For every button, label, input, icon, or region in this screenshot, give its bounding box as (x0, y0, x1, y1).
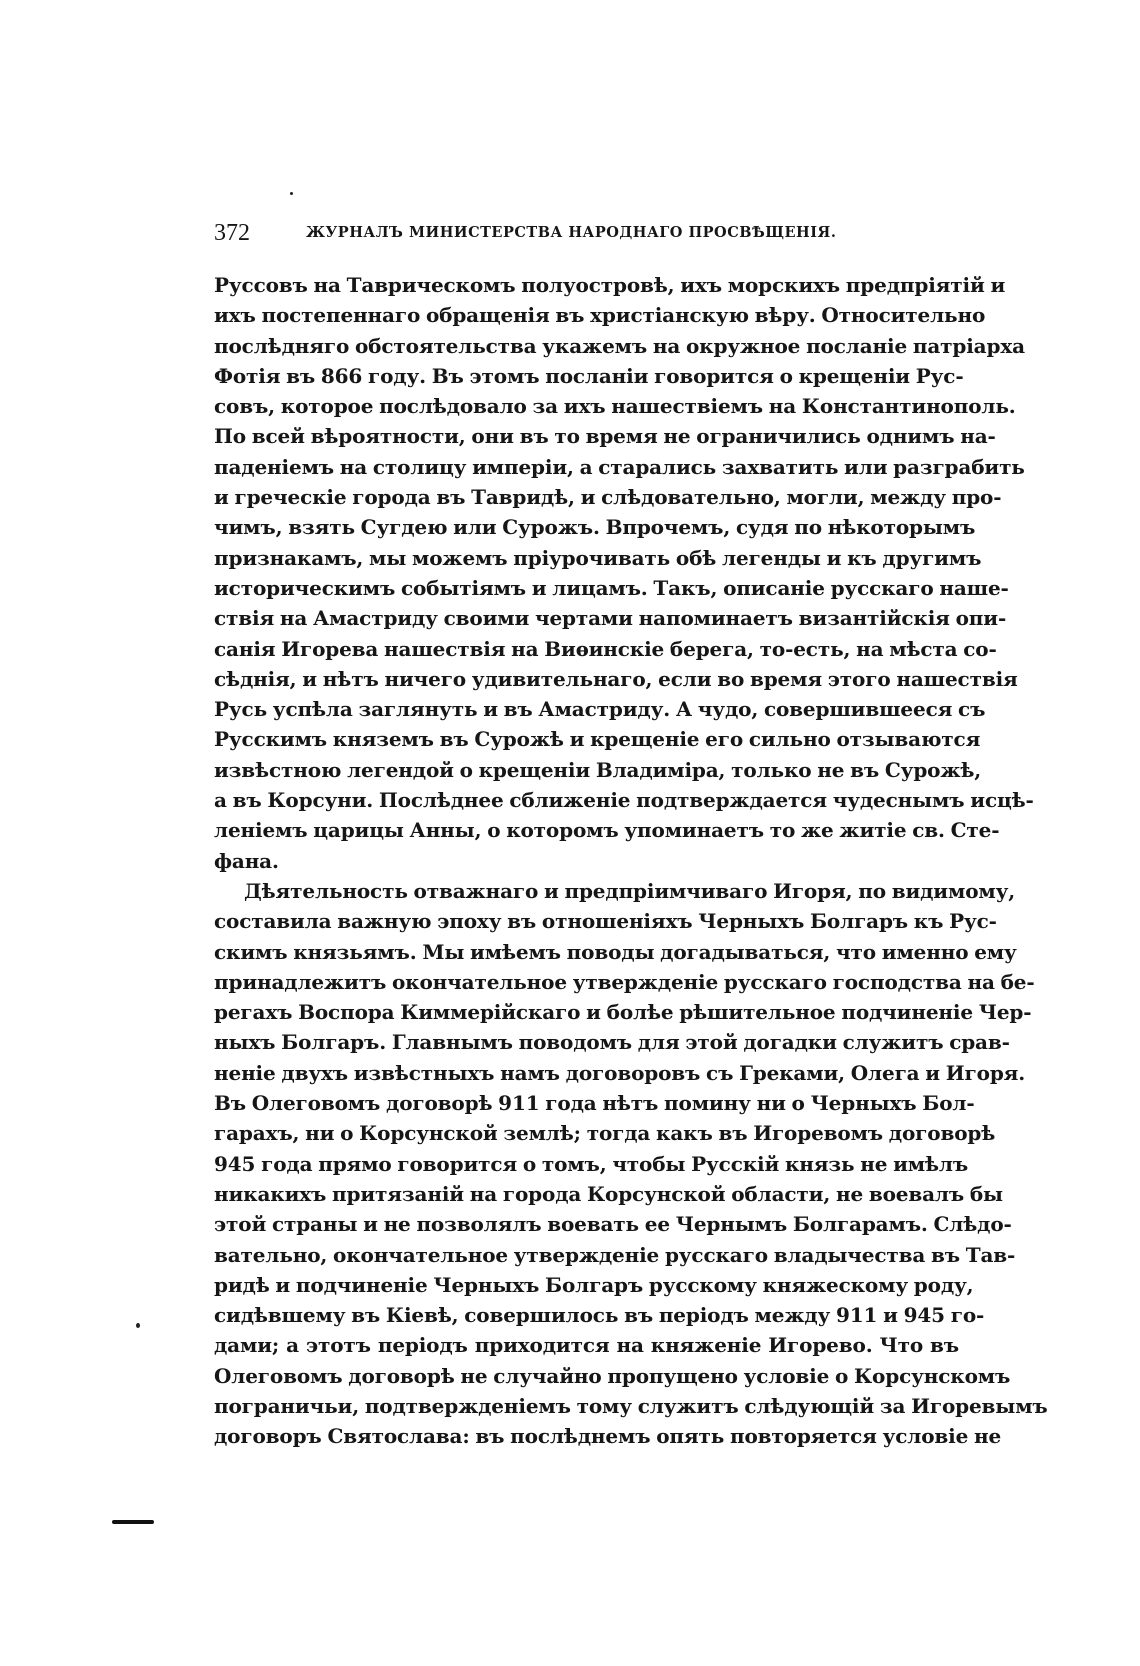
text-line: санія Игорева нашествія на Виѳинскіе берега, то-есть, на мѣста со- (214, 636, 997, 661)
text-line: Дѣятельность отважнаго и предпріимчиваго Игоря, по видимому, (244, 878, 1016, 903)
ink-speck (290, 192, 293, 195)
text-line: сѣднія, и нѣтъ ничего удивительнаго, если во время этого нашествія (214, 666, 1018, 691)
text-line: ридѣ и подчиненіе Черныхъ Болгаръ русскому княжескому роду, (214, 1272, 974, 1297)
text-line: скимъ князьямъ. Мы имѣемъ поводы догадываться, что именно ему (214, 939, 1017, 964)
text-line: леніемъ царицы Анны, о которомъ упоминаетъ то же житіе св. Сте- (214, 818, 1000, 843)
journal-title: ЖУРНАЛЪ МИНИСТЕРСТВА НАРОДНАГО ПРОСВѢЩЕНІЯ. (306, 224, 837, 241)
text-line: По всей вѣроятности, они въ то время не ограничились однимъ на- (214, 424, 996, 449)
text-line: признакамъ, мы можемъ пріурочивать обѣ легенды и къ другимъ (214, 545, 982, 570)
text-line: вательно, окончательное утвержденіе русскаго владычества въ Тав- (214, 1242, 1016, 1267)
text-line: и греческіе города въ Тавридѣ, и слѣдовательно, могли, между про- (214, 485, 1002, 510)
text-line: принадлежитъ окончательное утвержденіе русскаго господства на бе- (214, 969, 1035, 994)
text-line: Олеговомъ договорѣ не случайно пропущено условіе о Корсунскомъ (214, 1363, 1011, 1388)
text-line: Русскимъ княземъ въ Сурожѣ и крещеніе его сильно отзываются (214, 727, 981, 752)
running-head (214, 218, 958, 248)
margin-mark (112, 1520, 154, 1524)
text-line: ствія на Амастриду своими чертами напоминаетъ византійскія опи- (214, 606, 1007, 631)
text-line: историческимъ событіямъ и лицамъ. Такъ, описаніе русскаго наше- (214, 575, 1009, 600)
text-line: составила важную эпоху въ отношеніяхъ Черныхъ Болгаръ къ Рус- (214, 909, 997, 934)
text-line: ихъ постепеннаго обращенія въ христіанскую вѣру. Относительно (214, 303, 986, 328)
text-line: Въ Олеговомъ договорѣ 911 года нѣтъ помину ни о Черныхъ Бол- (214, 1091, 975, 1116)
ink-speck (136, 1323, 140, 1328)
text-line: 945 года прямо говорится о томъ, чтобы Русскій князь не имѣлъ (214, 1151, 969, 1176)
text-line: совъ, которое послѣдовало за ихъ нашествіемъ на Константинополь. (214, 394, 1016, 419)
text-line: Русь успѣла заглянуть и въ Амастриду. А чудо, совершившееся съ (214, 697, 986, 722)
text-line: послѣдняго обстоятельства укажемъ на окружное посланіе патріарха (214, 333, 1025, 358)
text-line: Фотія въ 866 году. Въ этомъ посланіи говорится о крещеніи Рус- (214, 363, 964, 388)
text-line: а въ Корсуни. Послѣднее сближеніе подтверждается чудеснымъ исцѣ- (214, 788, 1034, 813)
text-line: договоръ Святослава: въ послѣднемъ опять повторяется условіе не (214, 1424, 1002, 1449)
text-line: чимъ, взять Сугдею или Сурожъ. Впрочемъ, судя по нѣкоторымъ (214, 515, 976, 540)
text-line: ныхъ Болгаръ. Главнымъ поводомъ для этой догадки служитъ срав- (214, 1030, 1010, 1055)
page-number: 372 (214, 220, 250, 246)
text-line: сидѣвшему въ Кіевѣ, совершилось въ періодъ между 911 и 945 го- (214, 1303, 985, 1328)
text-line: фана. (214, 848, 279, 873)
text-line: неніе двухъ извѣстныхъ намъ договоровъ съ Греками, Олега и Игоря. (214, 1060, 1026, 1085)
body-text (214, 270, 1048, 1452)
paragraph (214, 270, 1034, 876)
text-line: этой страны и не позволялъ воевать ее Чернымъ Болгарамъ. Слѣдо- (214, 1212, 1012, 1237)
text-line: извѣстною легендой о крещеніи Владиміра, только не въ Сурожѣ, (214, 757, 982, 782)
text-line: никакихъ притязаній на города Корсунской области, не воевалъ бы (214, 1181, 1003, 1206)
text-line: пограничьи, подтвержденіемъ тому служитъ слѣдующій за Игоревымъ (214, 1393, 1048, 1418)
text-line: Руссовъ на Таврическомъ полуостровѣ, ихъ морскихъ предпріятій и (214, 273, 1006, 297)
text-line: регахъ Воспора Киммерійскаго и болѣе рѣшительное подчиненіе Чер- (214, 1000, 1032, 1025)
paragraph (214, 876, 1048, 1452)
text-line: гарахъ, ни о Корсунской землѣ; тогда какъ въ Игоревомъ договорѣ (214, 1121, 996, 1146)
text-line: дами; а этотъ періодъ приходится на княженіе Игорево. Что въ (214, 1333, 959, 1358)
text-line: паденіемъ на столицу имперіи, а старались захватить или разграбить (214, 454, 1025, 479)
